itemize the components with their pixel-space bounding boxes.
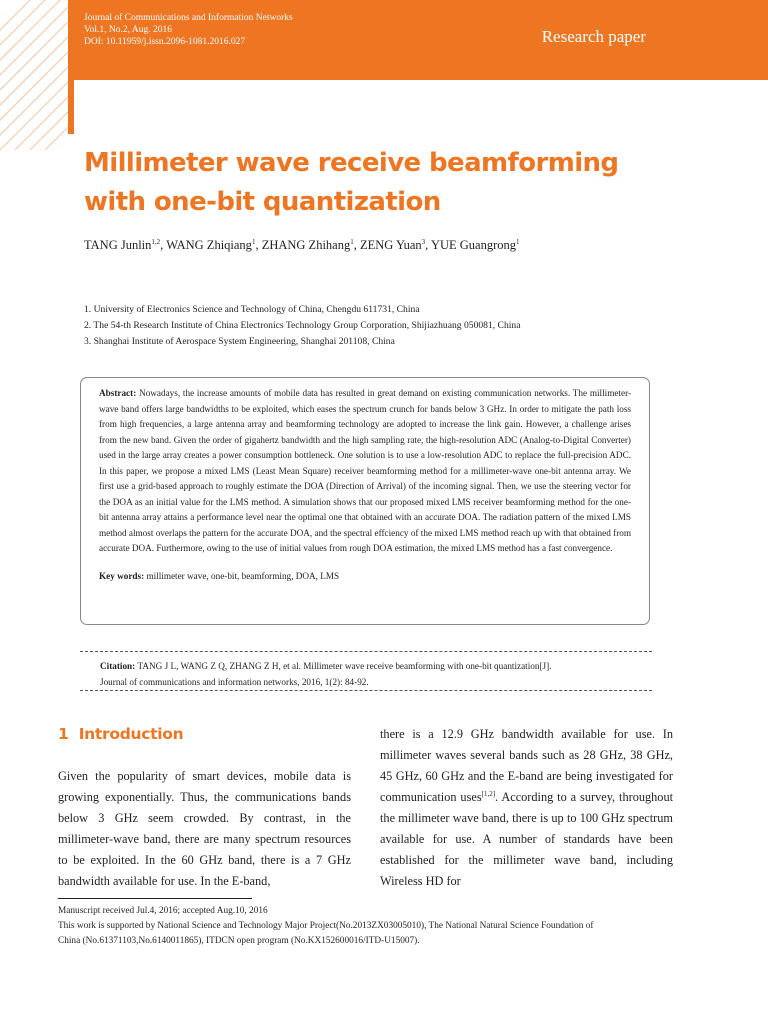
citation-line: Journal of communications and information networks, 2016, 1(2): 84-92. (100, 677, 369, 687)
keywords-text: millimeter wave, one-bit, beamforming, DOA, LMS (146, 570, 340, 581)
footnote-received: Manuscript received Jul.4, 2016; accepted Aug.10, 2016 (58, 906, 268, 916)
decorative-stripes (0, 0, 72, 150)
right-column (380, 724, 673, 892)
keywords: Key words: millimeter wave, one-bit, beamforming, DOA, LMS (99, 570, 340, 581)
abstract: Abstract: Nowadays, the increase amounts of mobile data has resulted in great demand on existing communication networks. The millimeter-wave band offers large bandwidths to be exploited, which eases the spectrum crunch for bands below 3 GHz. In order to mitigate the path loss from high frequencies, a large antenna array and beamforming technology are adopted to increase the link gain. However, a challenge arises from the new band. Given the order of gigahertz bandwidth and the high sampling rate, the high-resolution ADC (Analog-to-Digital Converter) used in the large array creates a power consumption bottleneck. One solution is to use a low-resolution ADC to replace the full-precision ADC. In this paper, we propose a mixed LMS (Least Mean Square) receiver beamforming method for a millimeter-wave one-bit antenna array. We first use a grid-based approach to roughly estimate the DOA (Direction of Arrival) of the incoming signal. Then, we use the steering vector for the DOA as an initial value for the LMS method. A simulation shows that our proposed mixed LMS receiver beamforming method for the one-bit antenna array attains a performance level near the optimal one that obtained with an accurate DOA. The radiation pattern of the mixed LMS method almost overlaps the pattern for the accurate DOA, and the spectral effciency of the mixed LMS method reach up with that obtained from accurate DOA. Furthermore, owing to the use of initial values from rough DOA estimation, the mixed LMS method has a fast convergence. (99, 388, 632, 553)
author-name: WANG Zhiqiang (166, 238, 252, 253)
author-separator: , (353, 238, 360, 253)
affiliation-item: 3. Shanghai Institute of Aerospace System Engineering, Shanghai 201108, China (84, 336, 395, 347)
paper-type-label: Research paper (541, 27, 646, 46)
keywords-label: Key words (99, 570, 142, 581)
abstract-text: Nowadays, the increase amounts of mobile data has resulted in great demand on existing communication networks. The millimeter-wave band offers large bandwidths to be exploited, which eases the spectrum crunch for bands below 3 GHz. In order to mitigate the path loss from high frequencies, a large antenna array and beamforming technology are adopted to increase the link gain. However, a challenge arises from the new band. Given the order of gigahertz bandwidth and the high sampling rate, the high-resolution ADC (Analog-to-Digital Converter) used in the large array creates a power consumption bottleneck. One solution is to use a low-resolution ADC to replace the full-precision ADC. In this paper, we propose a mixed LMS (Least Mean Square) receiver beamforming method for a millimeter-wave one-bit antenna array. We first use a grid-based approach to roughly estimate the DOA (Direction of Arrival) of the incoming signal. Then, we use the steering vector for the DOA as an initial value for the LMS method. A simulation shows that our proposed mixed LMS receiver beamforming method for the one-bit antenna array attains a performance level near the optimal one that obtained with an accurate DOA. The radiation pattern of the mixed LMS method almost overlaps the pattern for the accurate DOA, and the spectral effciency of the mixed LMS method reach up with that obtained from accurate DOA. Furthermore, owing to the use of initial values from rough DOA estimation, the mixed LMS method has a fast convergence. (99, 388, 632, 553)
title-line: with one-bit quantization (84, 187, 441, 217)
journal-volume: Vol.1, No.2, Aug. 2016 (84, 25, 172, 35)
citation-line: Citation: TANG J L, WANG Z Q, ZHANG Z H, et al. Millimeter wave receive beamforming with one-bit quantization[J]. (100, 661, 552, 671)
author-name: ZHANG Zhihang (261, 238, 351, 253)
affiliation-item: 2. The 54-th Research Institute of China Electronics Technology Group Corporation, Shijiazhuang 050081, China (84, 320, 521, 331)
title-line: Millimeter wave receive beamforming (84, 148, 619, 178)
section-heading (58, 725, 183, 743)
author-affiliation-mark: 1 (516, 238, 520, 246)
footnote-divider (58, 898, 252, 899)
left-column (58, 766, 351, 892)
footnote-funding: This work is supported by National Science and Technology Major Project(No.2013ZX03005010), The National Natural Science Foundation of (58, 921, 594, 931)
author-affiliation-mark: 1,2 (151, 238, 161, 246)
author-affiliation-mark: 1 (350, 238, 354, 246)
intro-text: . According to a survey, throughout the millimeter wave band, there is up to 100 GHz spectrum available for use. A number of standards have been established for the millimeter wave band, including Wireless HD for (380, 790, 674, 888)
author-separator: , (255, 238, 262, 253)
intro-paragraph-continued (380, 724, 673, 892)
paper-title (84, 144, 724, 222)
section-number: 1 (58, 725, 69, 743)
author-name: YUE Guangrong (430, 238, 517, 253)
author-name: ZENG Yuan (359, 238, 422, 253)
author-separator: , (160, 238, 167, 253)
journal-name: Journal of Communications and Information Networks (84, 13, 293, 23)
intro-paragraph: Given the popularity of smart devices, mobile data is growing exponentially. Thus, the communications bands below 3 GHz seem crowded. By contrast, in the millimeter-wave band, there are many spectrum resources to be exploited. In the 60 GHz band, there is a 7 GHz bandwidth available for use. In the E-band, (58, 769, 351, 888)
abstract-box (80, 377, 650, 625)
citation-label: Citation (100, 661, 133, 671)
header-accent-stem (68, 80, 74, 134)
citation-text: TANG J L, WANG Z Q, ZHANG Z H, et al. Millimeter wave receive beamforming with one-bit quantization[J]. (137, 661, 552, 671)
affiliation-item: 1. University of Electronics Science and Technology of China, Chengdu 611731, China (84, 304, 420, 315)
intro-text: there is a 12.9 GHz bandwidth available for use. In millimeter waves several bands such as 28 GHz, 38 GHz, 45 GHz, 60 GHz and the E-band are being investigated for communication uses (380, 727, 673, 804)
abstract-label: Abstract (99, 388, 134, 398)
citation-box (80, 651, 652, 691)
author-affiliation-mark: 1 (251, 238, 256, 246)
author-name: TANG Junlin (84, 238, 152, 253)
journal-doi: DOI: 10.11959/j.issn.2096-1081.2016.027 (84, 37, 246, 47)
journal-info (84, 12, 293, 48)
section-title: Introduction (78, 725, 184, 743)
author-affiliation-mark: 3 (421, 238, 426, 246)
author-list (84, 238, 520, 253)
author-separator: , (425, 238, 431, 253)
reference-link[interactable]: [1,2] (481, 789, 496, 798)
affiliation-list (84, 302, 520, 350)
footnote-funding-cont: China (No.61371103,No.6140011865), ITDCN open program (No.KX152600016/ITD-U15007). (58, 936, 420, 946)
footnotes (58, 904, 678, 949)
